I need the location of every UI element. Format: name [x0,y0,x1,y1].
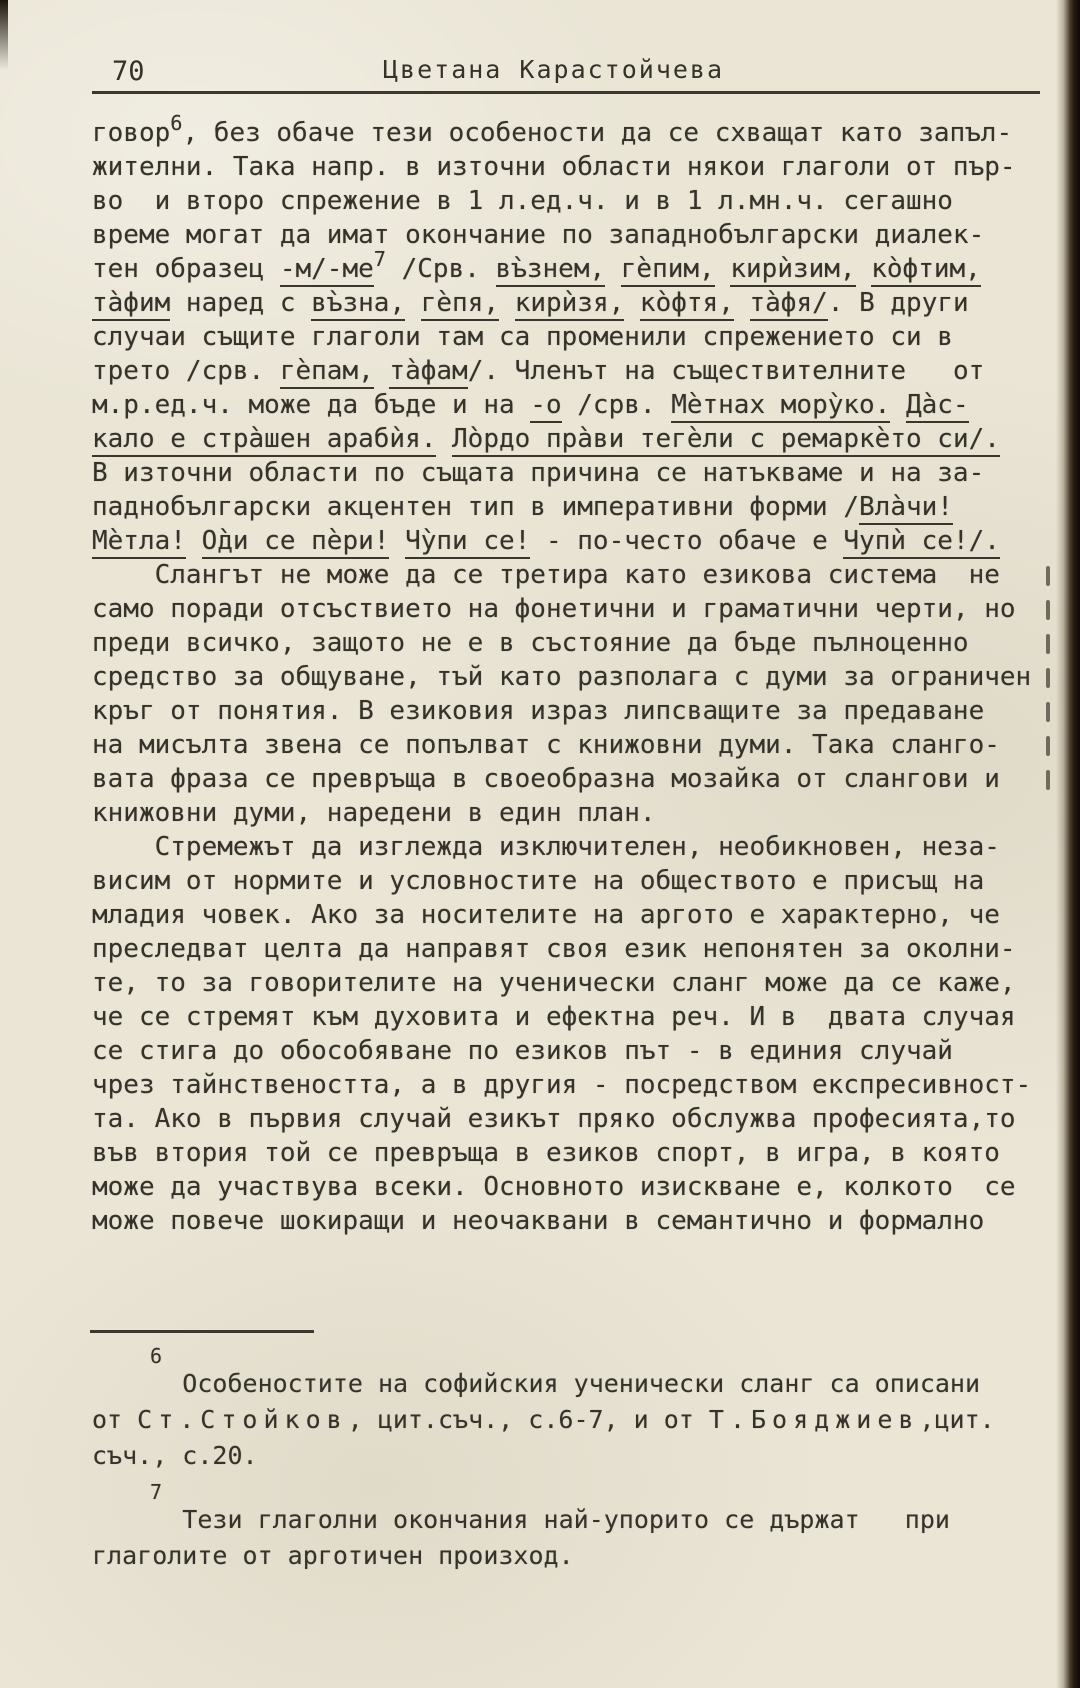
text-line: младия човек. Ако за носителите на аргото е характерно, че [92,900,1000,930]
margin-mark [1046,736,1050,756]
text-line: време могат да имат окончание по западнобългарски диалек- [92,220,985,250]
text-line: тен образец $-м/-ме^7$ /Срв. въ̀знем, гѐпим, кирѝзим, ко̀фтим, [92,252,1044,286]
text-line: жителни. Така напр. в източни области някои глаголи от пър- [92,152,1016,182]
footnote-separator [90,1330,314,1333]
text-line: во и второ спрежение в 1 л.ед.ч. и в 1 л.мн.ч. сегашно [92,186,953,216]
text-line: вата фраза се превръща в своеобразна мозайка от слангови и [92,764,1000,794]
footnote-line: глаголите от арготичен произход. [92,1541,574,1570]
text-line: може да участвува всеки. Основното изискване е, колкото се [92,1172,1016,1202]
margin-mark [1046,566,1050,586]
footnote-line: Тези глаголни окончания най-упорито се държат при [92,1505,950,1534]
margin-mark [1046,770,1050,790]
text-line: във втория той се превръща в езиков спорт, в игра, в която [92,1138,1000,1168]
footnote-number: 6 [150,1344,163,1368]
text-line: преследват целта да направят своя език непонятен за околни- [92,934,1016,964]
text-line: говор$^6$, без обаче тези особености да се схващат като запъл- [92,110,1013,148]
text-line: Мѐтла! О̀ди се пѐри! Чу̀пи се! - по-често обаче е Чупѝ се!/. [92,524,1044,558]
header-rule [92,91,1040,94]
text-line: В източни области по същата причина се натъкваме и на за- [92,458,985,488]
text-line: та̀фим наред с въ̀зна, гѐпя, кирѝзя, ко̀фтя, та̀фя/. В други [92,286,1044,320]
text-line: се стига до обособяване по езиков път - в единия случай [92,1036,953,1066]
text-line: кръг от понятия. В езиковия израз липсващите за предаване [92,696,985,726]
scan-edge-shadow-top-left [0,0,8,70]
text-line: книжовни думи, наредени в един план. [92,798,656,828]
margin-mark [1046,702,1050,722]
text-line: кало е стра̀шен арабѝя. Ло̀рдо пра̀ви тегѐли с ремаркѐто си/. [92,422,1044,456]
text-line: трето /срв. гѐпам, та̀фам/. Членът на съществителните от [92,354,1044,388]
text-line: случаи същите глаголи там са променили спрежението си в [92,322,953,352]
footnote-line: съч., с.20. [92,1441,258,1470]
margin-mark [1046,634,1050,654]
footnote-number-line [92,1338,1044,1366]
text-line: паднобългарски акцентен тип в императивни форми /Вла̀чи! [92,490,1044,524]
text-line: че се стремят към духовита и ефектна реч. И в двата случая [92,1002,1016,1032]
scan-edge-shadow-right [1056,0,1080,1688]
footnote-line: Особеностите на софийския ученически сланг са описани [92,1369,981,1398]
text-line: те, то за говорителите на ученически сланг може да се каже, [92,968,1016,998]
text-line: висим от нормите и условностите на обществото е присъщ на [92,866,985,896]
footnote-number: 7 [150,1480,163,1504]
text-line: средство за общуване, тъй като разполага с думи за ограничен [92,662,1032,692]
margin-mark [1046,668,1050,688]
text-line: Слангът не може да се третира като езикова система не [92,560,1000,590]
text-line: та. Ако в първия случай езикът пряко обслужва професията,то [92,1104,1016,1134]
footnotes-section [92,1338,1044,1574]
text-line: чрез тайнствеността, а в другия - посредством експресивност- [92,1070,1032,1100]
text-line: Стремежът да изглежда изключителен, необикновен, неза- [92,832,1000,862]
text-line: може повече шокиращи и неочаквани в семантично и формално [92,1206,985,1236]
body-text [92,110,1044,1238]
footnote-line: от Ст.Стойков, цит.съч., с.6-7, и от Т.Бояджиев,цит. [92,1405,995,1434]
footnote-number-line [92,1474,1044,1502]
text-line: на мисълта звена се попълват с книжовни думи. Така сланго- [92,730,1000,760]
text-line: само поради отсъствието на фонетични и граматични черти, но [92,594,1016,624]
text-line: м.р.ед.ч. може да бъде и на -о /срв. Мѐтнах мору̀ко. Да̀с- [92,388,1044,422]
running-header-title: Цветана Карастойчева [383,55,725,84]
margin-mark [1046,600,1050,620]
page-number: 70 [112,56,145,87]
text-line: преди всичко, защото не е в състояние да бъде пълноценно [92,628,969,658]
